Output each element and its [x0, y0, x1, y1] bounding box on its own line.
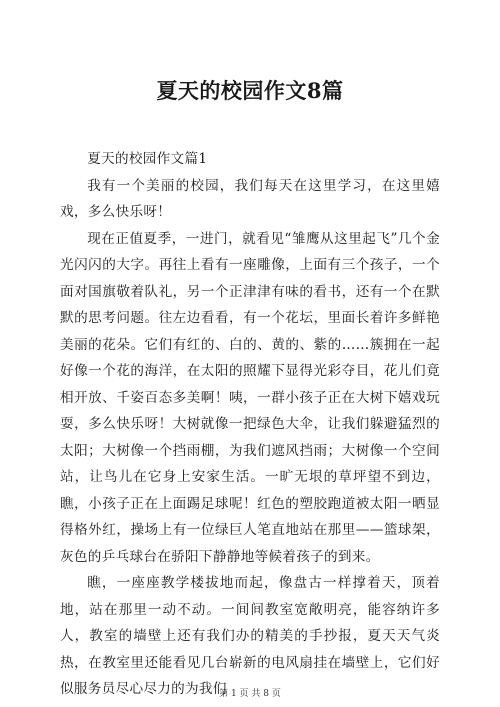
paragraph: 我有一个美丽的校园，我们每天在这里学习，在这里嬉戏，多么快乐呀！	[60, 177, 440, 220]
paragraph: 现在正值夏季，一进门，就看见“雏鹰从这里起飞”几个金光闪闪的大字。再往上看有一座雕像，上面有三个孩子，一个面对国旗敬着队礼，另一个正津津有味的看书，还有一个在默默的思考问题。往左边看看，有一个花坛，里面长着许多鲜艳美丽的花朵。它们有红的、白的、黄的、紫的……簇拥在一起好像一个花的海洋，在太阳的照耀下显得光彩夺目，花儿们竟相开放、千姿百态多美啊！咦，一群小孩子正在大树下嬉戏玩耍，多么快乐呀！大树就像一把绿色大伞，让我们躲避猛烈的太阳；大树像一个挡雨棚，为我们遮风挡雨；大树像一个空间站，让鸟儿在它身上安家生活。一旷无垠的草坪望不到边，瞧，小孩子正在上面踢足球呢！红色的塑胶跑道被太阳一晒显得格外红，操场上有一位绿巨人笔直地站在那里——篮球架，灰色的乒乓球台在骄阳下静静地等候着孩子的到来。	[60, 230, 440, 565]
paragraph: 瞧，一座座教学楼拔地而起，像盘古一样撑着天，顶着地，站在那里一动不动。一间间教室宽敞明亮，能容纳许多人，教室的墙壁上还有我们办的精美的手抄报，夏天天气炎热，在教室里还能看见几台崭新的电风扇挂在墙壁上，它们好似服务员尽心尽力的为我们	[60, 575, 440, 697]
page-footer: 第 1 页 共 8 页	[219, 689, 281, 699]
section-heading: 夏天的校园作文篇1	[87, 151, 208, 167]
document-body	[60, 146, 440, 703]
document-title: 夏天的校园作文8篇	[156, 78, 344, 103]
